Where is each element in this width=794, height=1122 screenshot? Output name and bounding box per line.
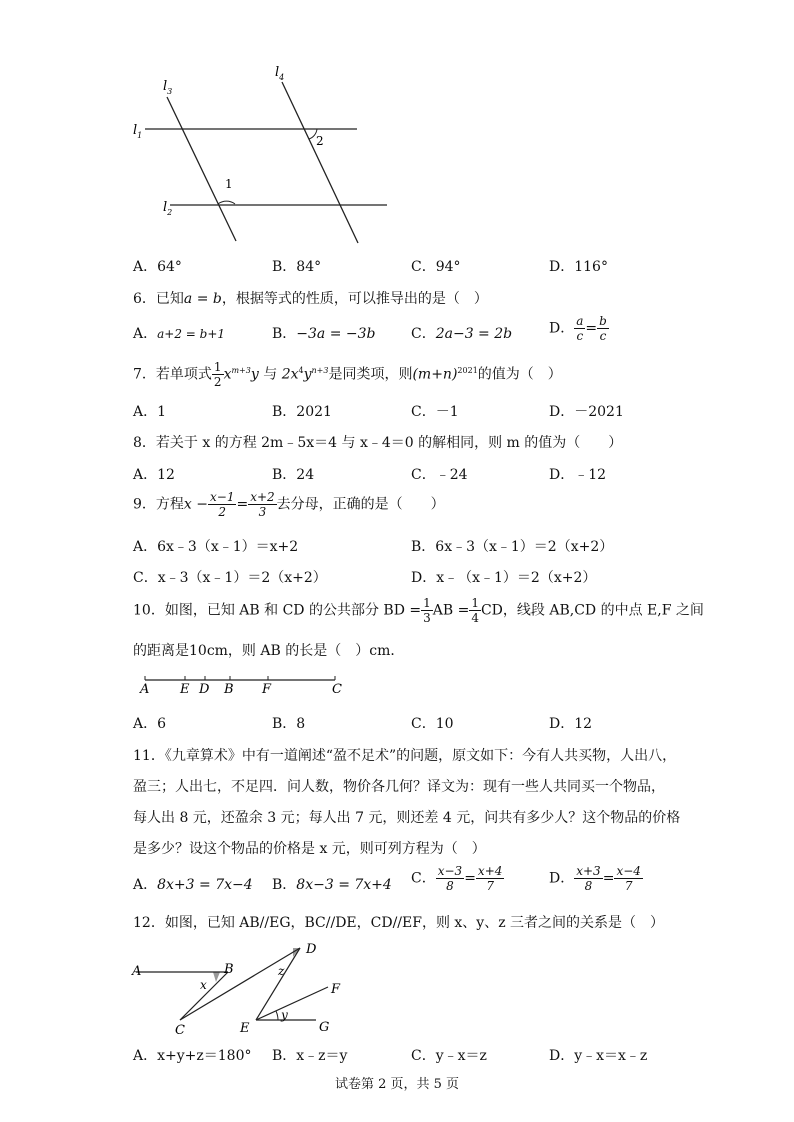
point-f-label: F bbox=[262, 682, 272, 697]
q11-stem-line4: 是多少？设这个物品的价格是 x 元，则可列方程为（ ） bbox=[133, 841, 486, 857]
q11-option-a: A．8x+3 = 7x−4 bbox=[133, 877, 253, 893]
point-e-label: E bbox=[180, 682, 190, 697]
q5-option-b: B．84° bbox=[272, 259, 322, 275]
q11-stem-line1: 11．《九章算术》中有一道阐述“盈不足术”的问题，原文如下：今有人共买物，人出八， bbox=[133, 748, 677, 764]
q11-option-d: D． $\frac{x+3}{8}$ = $\frac{x-4}{7}$ bbox=[549, 864, 641, 893]
q6-option-d: D． $\frac{a}{c}$ = $\frac{b}{c}$ bbox=[549, 314, 607, 343]
q6-option-c: C．2a−3 = 2b bbox=[411, 326, 513, 342]
q6-option-b: B．−3a = −3b bbox=[272, 326, 376, 342]
point-f-label: F bbox=[331, 982, 341, 997]
q5-option-d: D．116° bbox=[549, 259, 608, 275]
q11-option-b: B．8x−3 = 7x+4 bbox=[272, 877, 392, 893]
q5-option-a: A．64° bbox=[133, 259, 182, 275]
q9-option-d: D．x﹣（x﹣1）＝2（x+2） bbox=[411, 570, 597, 586]
svg-text:l4: $l_4$ bbox=[275, 65, 285, 82]
angle-z-label: z bbox=[278, 964, 285, 978]
q7-stem: 7．若单项式 $\frac{1}{2}$ $x^{m+3}y$ 与 $2x^4y^{n+3}$是同类项，则$(m+n)^{2021}$的值为（ ） bbox=[133, 360, 562, 389]
label-l1: l bbox=[133, 123, 138, 138]
q6-option-a: A．a+2 = b+1 bbox=[133, 326, 226, 342]
point-g-label: G bbox=[319, 1020, 330, 1035]
zigzag-angle-figure bbox=[128, 935, 358, 1040]
label-l2: l bbox=[163, 200, 168, 215]
q5-option-c: C．94° bbox=[411, 259, 461, 275]
q12-stem: 12．如图，已知 AB//EG，BC//DE，CD//EF，则 x、y、z 三者之间的关系是（ ） bbox=[133, 915, 665, 931]
q10-stem-line2: 的距离是10cm，则 AB 的长是（ ）cm． bbox=[133, 643, 405, 659]
point-b-label: B bbox=[224, 962, 234, 977]
point-e-label: E bbox=[240, 1021, 250, 1036]
q8-option-b: B．24 bbox=[272, 467, 315, 483]
point-b-label: B bbox=[224, 682, 234, 697]
q8-stem: 8．若关于 x 的方程 2m﹣5x＝4 与 x﹣4＝0 的解相同，则 m 的值为（ ） bbox=[133, 435, 623, 451]
q9-stem: 9．方程x − $\frac{x-1}{2}$ = $\frac{x+2}{3}$ 去分母，正确的是（ ） bbox=[133, 490, 445, 519]
angle-x-label: x bbox=[200, 978, 207, 992]
angle-2-label: 2 bbox=[316, 134, 324, 148]
q10-option-d: D．12 bbox=[549, 716, 593, 732]
angle-y-label: y bbox=[281, 1008, 288, 1022]
q7-option-b: B．2021 bbox=[272, 404, 332, 420]
q11-option-c: C． $\frac{x-3}{8}$ = $\frac{x+4}{7}$ bbox=[411, 864, 503, 893]
q9-option-b: B．6x﹣3（x﹣1）＝2（x+2） bbox=[411, 539, 614, 555]
page-footer: 试卷第 2 页，共 5 页 bbox=[334, 1077, 460, 1092]
q9-option-a: A．6x﹣3（x﹣1）＝x+2 bbox=[133, 539, 299, 555]
label-l3: l bbox=[163, 79, 168, 94]
point-c-label: C bbox=[332, 682, 342, 697]
parallel-lines-figure bbox=[125, 60, 405, 250]
segment-figure bbox=[135, 670, 355, 700]
q12-option-c: C．y﹣x＝z bbox=[411, 1048, 487, 1064]
q12-option-a: A．x+y+z＝180° bbox=[133, 1048, 252, 1064]
label-l4: l bbox=[275, 65, 280, 80]
point-a-label: A bbox=[132, 964, 142, 979]
point-d-label: D bbox=[306, 942, 317, 957]
q7-option-a: A．1 bbox=[133, 404, 167, 420]
svg-text:l1: $l_1$ bbox=[133, 123, 143, 140]
q10-option-c: C．10 bbox=[411, 716, 454, 732]
q10-option-a: A．6 bbox=[133, 716, 167, 732]
point-c-label: C bbox=[175, 1023, 185, 1038]
svg-text:l2: $l_2$ bbox=[163, 200, 173, 217]
q6-stem: 6．已知a = b，根据等式的性质，可以推导出的是（ ） bbox=[133, 291, 488, 307]
q8-option-c: C．﹣24 bbox=[411, 467, 468, 483]
angle-1-label: 1 bbox=[225, 177, 233, 191]
q7-option-c: C．－1 bbox=[411, 404, 459, 420]
q12-option-d: D．y﹣x＝x﹣z bbox=[549, 1048, 648, 1064]
q8-option-a: A．12 bbox=[133, 467, 175, 483]
svg-text:l3: $l_3$ bbox=[163, 79, 173, 96]
point-d-label: D bbox=[199, 682, 210, 697]
q12-option-b: B．x﹣z＝y bbox=[272, 1048, 348, 1064]
point-a-label: A bbox=[140, 682, 150, 697]
q11-stem-line3: 每人出 8 元，还盈余 3 元；每人出 7 元，则还差 4 元，问共有多少人？这个物品的价格 bbox=[133, 810, 681, 826]
q7-option-d: D．－2021 bbox=[549, 404, 624, 420]
q8-option-d: D．﹣12 bbox=[549, 467, 607, 483]
q11-stem-line2: 盈三；人出七，不足四．问人数，物价各几何？译文为：现有一些人共同买一个物品， bbox=[133, 779, 665, 795]
q9-option-c: C．x﹣3（x﹣1）＝2（x+2） bbox=[133, 570, 327, 586]
q10-option-b: B．8 bbox=[272, 716, 306, 732]
q10-stem-line1: 10．如图，已知 AB 和 CD 的公共部分 BD = $\frac{1}{3}$ AB = $\frac{1}{4}$ CD，线段 AB,CD 的中点 E,F 之间 bbox=[133, 596, 704, 625]
